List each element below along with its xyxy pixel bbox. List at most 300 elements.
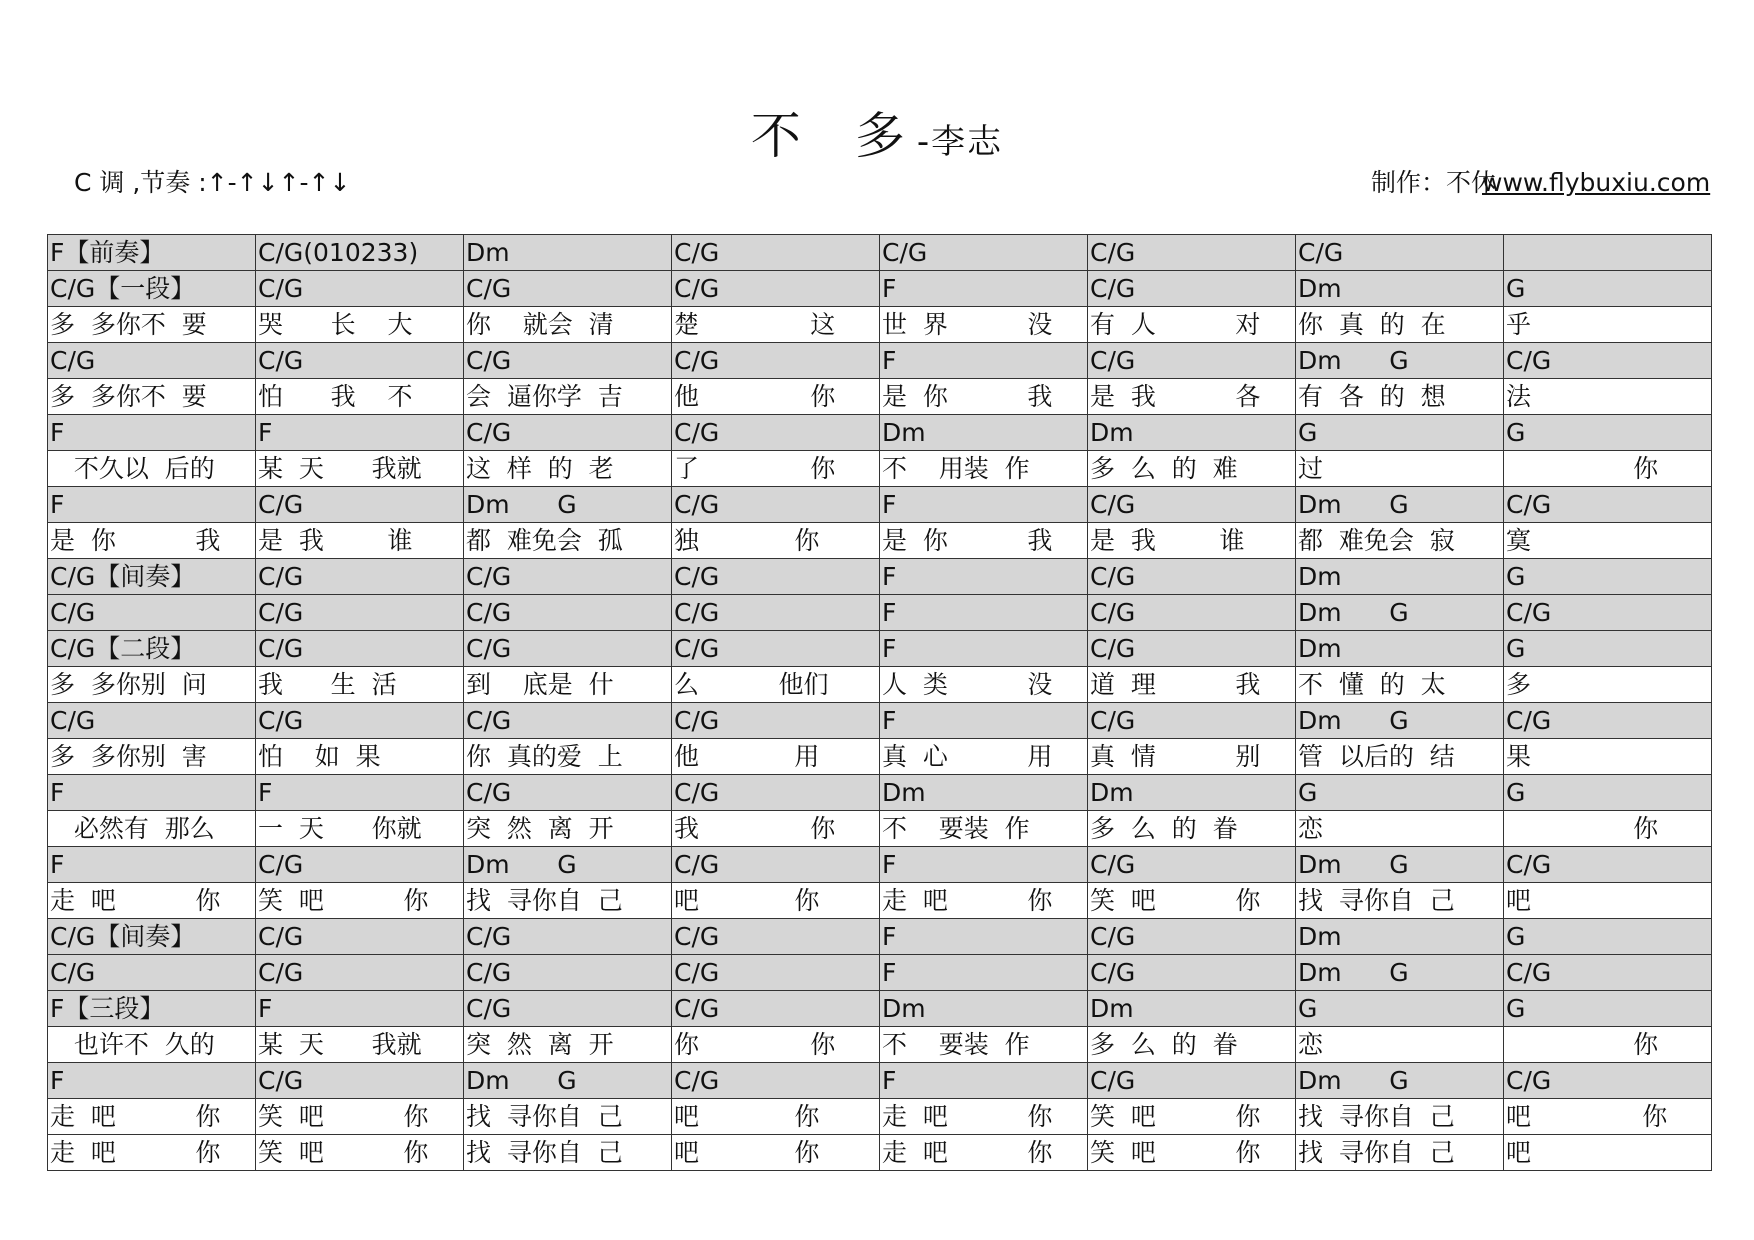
lyric-text: 是 你 我 [882, 381, 1053, 411]
chord-cell [464, 847, 672, 883]
lyric-cell [256, 667, 464, 703]
chord-cell [464, 235, 672, 271]
chord-cell [1296, 847, 1504, 883]
chord-cell [48, 343, 256, 379]
lyric-text: 果 [1506, 741, 1532, 771]
chord-cell [1296, 955, 1504, 991]
chord-text: F【前奏】 [50, 237, 165, 267]
chord-text: G [1506, 993, 1526, 1023]
chord-row [48, 487, 1712, 523]
chord-text: C/G [1090, 1065, 1136, 1095]
chord-cell [256, 415, 464, 451]
chord-cell [1296, 559, 1504, 595]
chord-text: C/G【一段】 [50, 273, 196, 303]
chord-cell [464, 595, 672, 631]
chord-cell [672, 559, 880, 595]
chord-text: F [258, 777, 273, 807]
chord-text: Dm G [466, 849, 577, 879]
lyric-cell [1088, 451, 1296, 487]
lyric-row [48, 1099, 1712, 1135]
chord-cell [1296, 343, 1504, 379]
lyric-text: 这 样 的 老 [466, 453, 614, 483]
lyric-cell [880, 307, 1088, 343]
chord-text: Dm G [1298, 705, 1409, 735]
lyric-text: 一 天 你就 [258, 813, 422, 843]
lyric-row [48, 1135, 1712, 1171]
lyric-text: 多 么 的 难 [1090, 453, 1238, 483]
chord-cell [256, 703, 464, 739]
lyric-text: 多 多你不 要 [50, 309, 207, 339]
chord-cell [1504, 1063, 1712, 1099]
chord-cell [1504, 919, 1712, 955]
lyric-text: 笑 吧 你 [258, 885, 429, 915]
chord-cell [672, 1063, 880, 1099]
chord-cell [1296, 775, 1504, 811]
chord-row [48, 1063, 1712, 1099]
lyric-cell [256, 1027, 464, 1063]
lyric-text: 你 真的爱 上 [466, 741, 623, 771]
lyric-text: 你 就会 清 [466, 309, 614, 339]
lyric-cell [1296, 1135, 1504, 1171]
chord-text: Dm [466, 237, 510, 267]
lyric-cell [1088, 523, 1296, 559]
lyric-text: 多 多你不 要 [50, 381, 207, 411]
chord-cell [256, 343, 464, 379]
chord-cell [880, 415, 1088, 451]
artist-name: 李志 [931, 122, 1004, 162]
lyric-text: 走 吧 你 [50, 1101, 221, 1131]
chord-text: Dm G [1298, 957, 1409, 987]
chord-text: F [882, 561, 897, 591]
lyric-cell [464, 1027, 672, 1063]
lyric-cell [672, 739, 880, 775]
chord-cell [464, 775, 672, 811]
lyric-text: 是 你 我 [50, 525, 221, 555]
chord-row [48, 775, 1712, 811]
lyric-text: 走 吧 你 [882, 1137, 1053, 1167]
chord-text: Dm [882, 993, 926, 1023]
lyric-cell [672, 883, 880, 919]
chord-text: C/G [466, 777, 512, 807]
lyric-cell [48, 1099, 256, 1135]
chord-cell [48, 919, 256, 955]
chord-text: F [258, 417, 273, 447]
chord-text: C/G [1090, 705, 1136, 735]
lyric-cell [1088, 739, 1296, 775]
chord-cell [464, 631, 672, 667]
chord-text: C/G [1090, 489, 1136, 519]
credit-text: 制作：不休 [1370, 168, 1496, 197]
lyric-cell [1504, 523, 1712, 559]
lyric-text: 是 我 谁 [1090, 525, 1245, 555]
lyric-cell [880, 811, 1088, 847]
chord-cell [1296, 595, 1504, 631]
lyric-cell [672, 379, 880, 415]
chord-cell [464, 991, 672, 1027]
chord-text: F [882, 921, 897, 951]
chord-row [48, 343, 1712, 379]
chord-cell [464, 1063, 672, 1099]
lyric-text: 吧 [1506, 1137, 1532, 1167]
lyric-text: 道 理 我 [1090, 669, 1261, 699]
title-separator: - [916, 122, 932, 162]
chord-text: C/G [882, 237, 928, 267]
lyric-cell [1296, 523, 1504, 559]
lyric-row [48, 523, 1712, 559]
chord-cell [672, 703, 880, 739]
chord-cell [464, 919, 672, 955]
chord-cell [1088, 415, 1296, 451]
lyric-text: 有 人 对 [1090, 309, 1261, 339]
lyric-row [48, 883, 1712, 919]
lyric-row [48, 451, 1712, 487]
chord-cell [880, 955, 1088, 991]
lyric-text: 是 我 各 [1090, 381, 1261, 411]
chord-text: Dm [882, 777, 926, 807]
lyric-text: 多 么 的 眷 [1090, 1029, 1238, 1059]
chord-text: C/G [258, 633, 304, 663]
lyric-cell [672, 451, 880, 487]
chord-text: C/G [1506, 849, 1552, 879]
chord-cell [256, 271, 464, 307]
chord-cell [48, 847, 256, 883]
chord-row [48, 235, 1712, 271]
lyric-text: 某 天 我就 [258, 1029, 422, 1059]
lyric-row [48, 739, 1712, 775]
chord-cell [464, 271, 672, 307]
chord-cell [256, 955, 464, 991]
chord-cell [1296, 919, 1504, 955]
lyric-cell [1296, 451, 1504, 487]
chord-text: C/G [674, 633, 720, 663]
lyric-cell [672, 1027, 880, 1063]
chord-text: C/G [1506, 957, 1552, 987]
lyric-cell [1504, 1135, 1712, 1171]
lyric-text: 他 用 [674, 741, 820, 771]
chord-cell [880, 1063, 1088, 1099]
chord-cell [464, 703, 672, 739]
lyric-text: 法 [1506, 381, 1532, 411]
lyric-text: 真 情 别 [1090, 741, 1261, 771]
lyric-cell [1296, 883, 1504, 919]
lyric-cell [880, 1099, 1088, 1135]
chord-text: F [882, 633, 897, 663]
lyric-cell [880, 739, 1088, 775]
chord-cell [256, 595, 464, 631]
lyric-text: 某 天 我就 [258, 453, 422, 483]
chord-cell [256, 991, 464, 1027]
chord-text: C/G [1506, 1065, 1552, 1095]
chord-cell [48, 415, 256, 451]
lyric-cell [1504, 379, 1712, 415]
chord-cell [672, 271, 880, 307]
chord-cell [672, 631, 880, 667]
chord-text: F [50, 1065, 65, 1095]
chord-text: C/G [1090, 561, 1136, 591]
chord-text: F [882, 849, 897, 879]
lyric-text: 你 真 的 在 [1298, 309, 1446, 339]
chord-text: C/G [1090, 273, 1136, 303]
chord-cell [880, 271, 1088, 307]
chord-text: C/G [466, 705, 512, 735]
lyric-text: 你 你 [674, 1029, 836, 1059]
chord-text: C/G [258, 597, 304, 627]
chord-text: C/G [258, 921, 304, 951]
chord-text: F [50, 777, 65, 807]
chord-cell [672, 343, 880, 379]
chord-text: C/G [466, 633, 512, 663]
lyric-cell [880, 883, 1088, 919]
chord-cell [1088, 991, 1296, 1027]
lyric-text: 多 [1506, 669, 1532, 699]
lyric-text: 有 各 的 想 [1298, 381, 1446, 411]
chord-text: F [882, 1065, 897, 1095]
lyric-text: 恋 [1298, 1029, 1324, 1059]
lyric-cell [672, 523, 880, 559]
lyric-cell [1088, 811, 1296, 847]
chord-row [48, 415, 1712, 451]
lyric-cell [1504, 307, 1712, 343]
lyric-text: 突 然 离 开 [466, 813, 614, 843]
chord-cell [1088, 271, 1296, 307]
chord-cell [1296, 487, 1504, 523]
chord-text: Dm G [1298, 849, 1409, 879]
chord-text: C/G [50, 957, 96, 987]
chord-text: C/G [258, 705, 304, 735]
lyric-cell [672, 307, 880, 343]
chord-text: Dm [1298, 273, 1342, 303]
chord-text: F [50, 849, 65, 879]
lyric-text: 找 寻你自 己 [1298, 1101, 1455, 1131]
lyric-row [48, 379, 1712, 415]
chord-text: F【三段】 [50, 993, 165, 1023]
chord-cell [256, 1063, 464, 1099]
chord-cell [1088, 1063, 1296, 1099]
lyric-cell [48, 523, 256, 559]
chord-text: G [1506, 273, 1526, 303]
chord-cell [1504, 487, 1712, 523]
chord-cell [48, 487, 256, 523]
lyric-text: 找 寻你自 己 [1298, 1137, 1455, 1167]
chord-cell [1504, 271, 1712, 307]
chord-text: F [50, 489, 65, 519]
chord-text: Dm [1298, 633, 1342, 663]
chord-cell [1504, 559, 1712, 595]
lyric-text: 世 界 没 [882, 309, 1053, 339]
chord-text: F [882, 345, 897, 375]
lyric-text: 找 寻你自 己 [466, 1137, 623, 1167]
chord-cell [672, 235, 880, 271]
chord-text: C/G [258, 849, 304, 879]
lyric-cell [672, 667, 880, 703]
chord-text: Dm G [466, 1065, 577, 1095]
chord-row [48, 919, 1712, 955]
lyric-cell [1504, 1027, 1712, 1063]
chord-text: C/G [674, 237, 720, 267]
chord-text: C/G [466, 957, 512, 987]
lyric-text: 是 我 谁 [258, 525, 413, 555]
lyric-cell [1088, 667, 1296, 703]
lyric-cell [672, 1135, 880, 1171]
chord-cell [880, 631, 1088, 667]
chord-row [48, 703, 1712, 739]
lyric-cell [1088, 1099, 1296, 1135]
lyric-cell [256, 1135, 464, 1171]
chord-cell [48, 559, 256, 595]
chord-text: C/G [258, 345, 304, 375]
lyric-text: 笑 吧 你 [258, 1101, 429, 1131]
chord-cell [672, 415, 880, 451]
chord-row [48, 271, 1712, 307]
chord-cell [1504, 703, 1712, 739]
chord-text: C/G [674, 777, 720, 807]
chord-text: G [1298, 777, 1318, 807]
lyric-text: 乎 [1506, 309, 1532, 339]
chord-text: C/G【间奏】 [50, 921, 196, 951]
chord-cell [880, 559, 1088, 595]
lyric-cell [48, 307, 256, 343]
chord-text: C/G [258, 1065, 304, 1095]
lyric-cell [256, 307, 464, 343]
lyric-text: 不 要装 作 [882, 813, 1030, 843]
chord-text: G [1506, 561, 1526, 591]
lyric-cell [1296, 1099, 1504, 1135]
chord-cell [1296, 271, 1504, 307]
chord-row [48, 847, 1712, 883]
chord-text: C/G [674, 957, 720, 987]
chord-cell [1504, 955, 1712, 991]
lyric-cell [1504, 883, 1712, 919]
chord-text: C/G【二段】 [50, 633, 196, 663]
chord-cell [672, 955, 880, 991]
chord-text: C/G [1090, 237, 1136, 267]
website-link[interactable]: www.flybuxiu.com [1482, 168, 1711, 197]
chord-text: Dm G [1298, 1065, 1409, 1095]
chord-cell [1504, 775, 1712, 811]
lyric-text: 走 吧 你 [882, 885, 1053, 915]
lyric-cell [48, 667, 256, 703]
chord-row [48, 955, 1712, 991]
lyric-cell [48, 1135, 256, 1171]
key-rhythm: C 调 ,节奏 :↑-↑↓↑-↑↓ [74, 168, 351, 197]
chord-text: C/G [674, 417, 720, 447]
lyric-text: 都 难免会 寂 [1298, 525, 1455, 555]
lyric-cell [464, 883, 672, 919]
lyric-text: 不久以 后的 [50, 453, 215, 483]
lyric-text: 多 多你别 问 [50, 669, 207, 699]
lyric-cell [672, 1099, 880, 1135]
lyric-text: 他 你 [674, 381, 836, 411]
lyric-cell [464, 739, 672, 775]
chord-text: C/G [50, 705, 96, 735]
chord-text: C/G [674, 345, 720, 375]
lyric-cell [256, 379, 464, 415]
lyric-cell [256, 523, 464, 559]
chord-text: C/G [466, 345, 512, 375]
chord-text: C/G [258, 489, 304, 519]
chord-text: C/G [466, 417, 512, 447]
chord-cell [1088, 955, 1296, 991]
lyric-cell [1504, 739, 1712, 775]
lyric-text: 会 逼你学 吉 [466, 381, 623, 411]
chord-text: Dm [1298, 561, 1342, 591]
chord-text: C/G [466, 597, 512, 627]
chord-text: C/G [674, 849, 720, 879]
chord-text: C/G [674, 489, 720, 519]
lyric-text: 找 寻你自 己 [466, 1101, 623, 1131]
chord-text: C/G [50, 345, 96, 375]
lyric-text: 独 你 [674, 525, 820, 555]
lyric-cell [1296, 667, 1504, 703]
lyric-cell [1296, 811, 1504, 847]
chord-text: C/G [258, 561, 304, 591]
chord-cell [1296, 1063, 1504, 1099]
chord-cell [48, 703, 256, 739]
lyric-cell [48, 1027, 256, 1063]
lyric-text: 楚 这 [674, 309, 836, 339]
lyric-cell [1296, 1027, 1504, 1063]
chord-cell [1088, 703, 1296, 739]
lyric-text: 么 他们 [674, 669, 829, 699]
lyric-cell [48, 451, 256, 487]
song-title-line [0, 104, 1754, 174]
lyric-text: 笑 吧 你 [258, 1137, 429, 1167]
chord-cell [1296, 235, 1504, 271]
lyric-text: 必然有 那么 [50, 813, 215, 843]
chord-cell [464, 559, 672, 595]
chord-cell [672, 919, 880, 955]
chord-cell [880, 991, 1088, 1027]
lyric-cell [1504, 451, 1712, 487]
chord-cell [1088, 487, 1296, 523]
chord-text: C/G [466, 273, 512, 303]
chord-text: C/G [674, 597, 720, 627]
lyric-cell [1088, 307, 1296, 343]
lyric-text: 多 多你别 害 [50, 741, 207, 771]
lyric-text: 是 你 我 [882, 525, 1053, 555]
lyric-cell [672, 811, 880, 847]
chord-cell [1504, 343, 1712, 379]
chord-cell [464, 415, 672, 451]
lyric-cell [48, 739, 256, 775]
chord-cell [1088, 343, 1296, 379]
chord-text: C/G [674, 993, 720, 1023]
lyric-cell [880, 1027, 1088, 1063]
chord-text: Dm G [1298, 597, 1409, 627]
chord-cell [256, 559, 464, 595]
lyric-text: 恋 [1298, 813, 1324, 843]
chord-cell [48, 1063, 256, 1099]
chord-cell [880, 235, 1088, 271]
chord-cell [1088, 559, 1296, 595]
chord-cell [1504, 847, 1712, 883]
lyric-cell [880, 451, 1088, 487]
chord-text: C/G [674, 921, 720, 951]
chord-cell [672, 847, 880, 883]
lyric-cell [1088, 1027, 1296, 1063]
lyric-text: 到 底是 什 [466, 669, 614, 699]
chord-text: C/G [1506, 345, 1552, 375]
chord-text: Dm [1090, 993, 1134, 1023]
lyric-cell [1504, 811, 1712, 847]
lyric-text: 不 用装 作 [882, 453, 1030, 483]
chord-cell [1504, 415, 1712, 451]
lyric-cell [256, 451, 464, 487]
chord-text: C/G【间奏】 [50, 561, 196, 591]
lyric-cell [1088, 1135, 1296, 1171]
lyric-text: 过 [1298, 453, 1324, 483]
lyric-text: 走 吧 你 [50, 885, 221, 915]
